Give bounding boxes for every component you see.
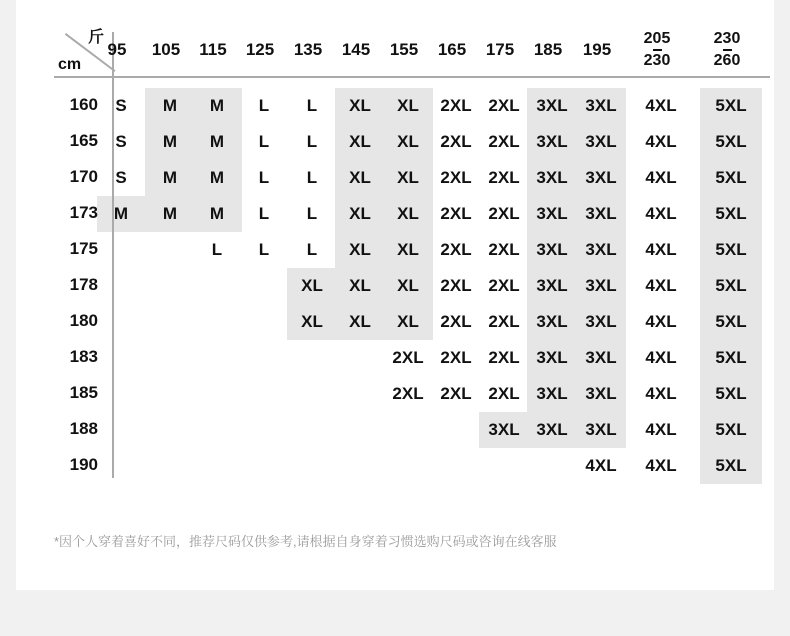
height-label-165: 165 (69, 131, 98, 150)
size-cell: L (258, 132, 270, 151)
size-cell: 5XL (715, 420, 747, 439)
size-cell: XL (349, 276, 371, 295)
range-bottom: 230 (643, 52, 671, 69)
size-cell: 3XL (536, 96, 568, 115)
size-cell: 3XL (536, 348, 568, 367)
size-cell: 3XL (536, 132, 568, 151)
size-cell: 2XL (440, 96, 472, 115)
weight-header-135: 135 (293, 40, 323, 59)
size-cell: M (209, 132, 225, 151)
size-cell: XL (301, 312, 323, 331)
size-cell: L (306, 132, 318, 151)
weight-header-105: 105 (151, 40, 181, 59)
size-cell: M (209, 96, 225, 115)
size-cell: M (162, 204, 178, 223)
size-cell: 4XL (645, 420, 677, 439)
size-cell: 3XL (536, 420, 568, 439)
size-cell: L (306, 168, 318, 187)
size-cell: 2XL (440, 132, 472, 151)
size-cell: 4XL (645, 204, 677, 223)
size-cell: 3XL (585, 96, 617, 115)
size-cell: 3XL (488, 420, 520, 439)
weight-header-range (697, 30, 757, 70)
horizontal-axis-line (54, 76, 770, 78)
size-cell: 2XL (488, 312, 520, 331)
weight-header-125: 125 (245, 40, 275, 59)
size-cell: M (162, 168, 178, 187)
height-label-175: 175 (69, 239, 98, 258)
size-cell: 5XL (715, 456, 747, 475)
weight-header-185: 185 (533, 40, 563, 59)
height-label-188: 188 (69, 419, 98, 438)
size-cell: 4XL (645, 276, 677, 295)
size-cell: 4XL (645, 240, 677, 259)
size-cell: 3XL (585, 132, 617, 151)
size-cell: 2XL (488, 96, 520, 115)
size-cell: XL (349, 204, 371, 223)
size-cell: 2XL (392, 384, 424, 403)
weight-header-165: 165 (437, 40, 467, 59)
height-label-173: 173 (69, 203, 98, 222)
size-cell: 4XL (645, 132, 677, 151)
size-cell: 2XL (392, 348, 424, 367)
size-cell: 3XL (585, 420, 617, 439)
size-cell: XL (301, 276, 323, 295)
size-cell: 5XL (715, 168, 747, 187)
size-cell: 2XL (488, 276, 520, 295)
range-bottom: 260 (713, 52, 741, 69)
size-cell: 2XL (440, 168, 472, 187)
size-cell: 4XL (645, 96, 677, 115)
size-cell: 5XL (715, 384, 747, 403)
range-top: 230 (713, 30, 741, 47)
size-cell: 2XL (488, 204, 520, 223)
size-cell: 3XL (536, 240, 568, 259)
range-dash (723, 49, 732, 51)
size-cell: L (211, 240, 223, 259)
size-cell: 3XL (585, 276, 617, 295)
size-cell: 2XL (440, 240, 472, 259)
size-cell: 3XL (585, 240, 617, 259)
size-cell: 4XL (645, 384, 677, 403)
size-cell: L (258, 168, 270, 187)
size-cell: XL (397, 204, 419, 223)
size-cell: XL (397, 312, 419, 331)
size-cell: XL (349, 132, 371, 151)
weight-header-range (628, 30, 686, 70)
size-cell: 5XL (715, 240, 747, 259)
size-cell: 5XL (715, 204, 747, 223)
size-cell: M (209, 168, 225, 187)
disclaimer-note: *因个人穿着喜好不同，推荐尺码仅供参考,请根据自身穿着习惯选购尺码或咨询在线客服 (54, 534, 557, 549)
size-cell: XL (397, 132, 419, 151)
size-cell: M (209, 204, 225, 223)
size-cell: 3XL (536, 204, 568, 223)
size-cell: 2XL (488, 348, 520, 367)
size-cell: 5XL (715, 276, 747, 295)
weight-header-155: 155 (389, 40, 419, 59)
height-label-180: 180 (69, 311, 98, 330)
size-cell: 5XL (715, 312, 747, 331)
height-label-170: 170 (69, 167, 98, 186)
size-cell: 2XL (440, 348, 472, 367)
size-cell: 4XL (645, 168, 677, 187)
weight-header-145: 145 (341, 40, 371, 59)
size-cell: S (115, 168, 127, 187)
size-cell: 5XL (715, 348, 747, 367)
size-cell: L (258, 240, 270, 259)
size-cell: 2XL (488, 132, 520, 151)
size-cell: XL (349, 96, 371, 115)
size-cell: S (115, 132, 127, 151)
size-cell: 5XL (715, 132, 747, 151)
weight-header-95: 95 (107, 40, 127, 59)
size-cell: L (306, 96, 318, 115)
size-cell: 2XL (440, 384, 472, 403)
size-cell: 2XL (440, 276, 472, 295)
size-cell: 2XL (488, 384, 520, 403)
size-cell: L (258, 96, 270, 115)
height-label-178: 178 (69, 275, 98, 294)
weight-header-175: 175 (485, 40, 515, 59)
range-top: 205 (643, 30, 671, 47)
height-label-160: 160 (69, 95, 98, 114)
size-cell: L (306, 204, 318, 223)
size-cell: 2XL (488, 240, 520, 259)
size-cell: S (115, 96, 127, 115)
size-cell: XL (349, 312, 371, 331)
size-cell: XL (397, 96, 419, 115)
size-cell: 5XL (715, 96, 747, 115)
size-cell: 4XL (645, 456, 677, 475)
size-cell: 4XL (645, 312, 677, 331)
height-label-190: 190 (69, 455, 98, 474)
size-cell: M (162, 132, 178, 151)
size-cell: L (258, 204, 270, 223)
size-cell: 2XL (440, 204, 472, 223)
size-cell: 4XL (645, 348, 677, 367)
height-label-183: 183 (69, 347, 98, 366)
size-cell: M (113, 204, 129, 223)
height-unit-label: cm (58, 56, 82, 73)
size-cell: 3XL (536, 312, 568, 331)
size-cell: XL (397, 276, 419, 295)
size-cell: M (162, 96, 178, 115)
size-cell: 3XL (585, 348, 617, 367)
size-cell: 3XL (536, 276, 568, 295)
weight-header-115: 115 (199, 40, 227, 59)
weight-unit-label: 斤 (88, 29, 105, 46)
size-cell: XL (349, 168, 371, 187)
size-cell: L (306, 240, 318, 259)
size-cell: 3XL (536, 168, 568, 187)
size-cell: 3XL (585, 312, 617, 331)
weight-header-195: 195 (582, 40, 612, 59)
size-cell: 2XL (440, 312, 472, 331)
size-cell: 2XL (488, 168, 520, 187)
size-cell: 3XL (585, 384, 617, 403)
size-cell: XL (397, 240, 419, 259)
size-chart-card (16, 0, 774, 590)
size-cell: 3XL (536, 384, 568, 403)
height-label-185: 185 (69, 383, 98, 402)
size-cell: 3XL (585, 204, 617, 223)
size-cell: XL (397, 168, 419, 187)
size-cell: XL (349, 240, 371, 259)
size-cell: 3XL (585, 168, 617, 187)
size-cell: 4XL (585, 456, 617, 475)
range-dash (653, 49, 662, 51)
